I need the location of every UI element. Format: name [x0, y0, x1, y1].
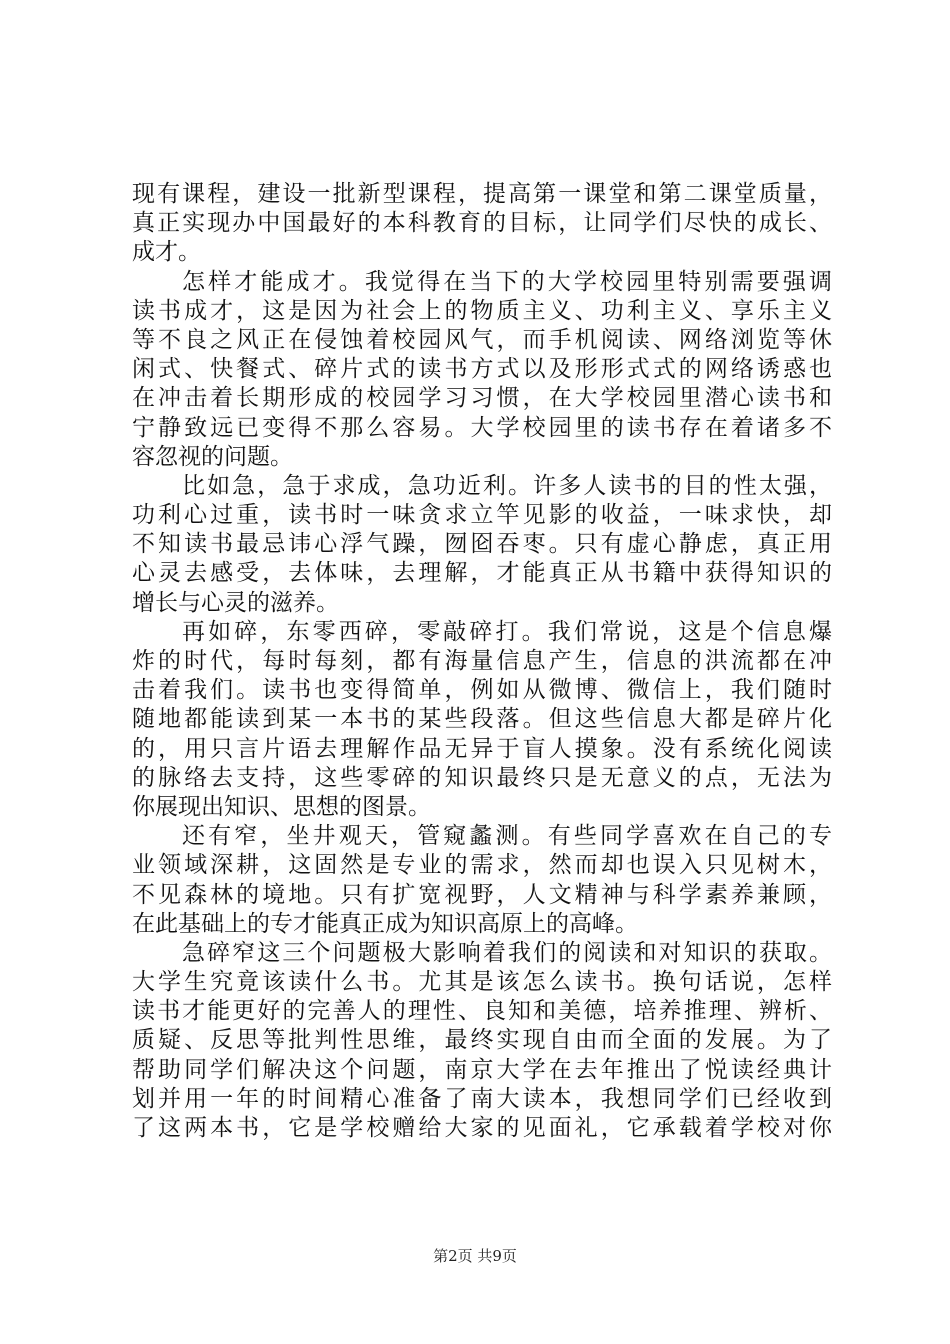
text-line: 击着我们。读书也变得简单，例如从微博、微信上，我们随时 — [132, 677, 832, 704]
text-line: 容忽视的问题。 — [132, 443, 293, 470]
text-line: 读书才能更好的完善人的理性、良知和美德，培养推理、辨析、 — [132, 998, 832, 1025]
text-line: 心灵去感受，去体味，去理解，才能真正从书籍中获得知识的 — [132, 560, 832, 587]
text-line: 读书成才，这是因为社会上的物质主义、功利主义、享乐主义 — [132, 297, 832, 324]
text-line: 真正实现办中国最好的本科教育的目标，让同学们尽快的成长、 — [132, 210, 832, 237]
text-line: 大学生究竟该读什么书。尤其是该怎么读书。换句话说，怎样 — [132, 969, 832, 996]
text-line: 的，用只言片语去理解作品无异于盲人摸象。没有系统化阅读 — [132, 735, 832, 762]
text-line: 在此基础上的专才能真正成为知识高原上的高峰。 — [132, 910, 638, 937]
text-line: 随地都能读到某一本书的某些段落。但这些信息大都是碎片化 — [132, 706, 832, 733]
text-line: 功利心过重，读书时一味贪求立竿见影的收益，一味求快，却 — [132, 502, 832, 529]
text-line: 不知读书最忌讳心浮气躁，囫囵吞枣。只有虚心静虑，真正用 — [132, 531, 832, 558]
text-line: 还有窄，坐井观天，管窥蠡测。有些同学喜欢在自己的专 — [182, 823, 832, 850]
text-line: 在冲击着长期形成的校园学习习惯，在大学校园里潜心读书和 — [132, 385, 832, 412]
body-text — [132, 180, 832, 1143]
text-line: 现有课程，建设一批新型课程，提高第一课堂和第二课堂质量， — [132, 181, 832, 207]
text-line: 增长与心灵的滋养。 — [132, 589, 339, 616]
text-line: 不见森林的境地。只有扩宽视野，人文精神与科学素养兼顾， — [132, 881, 832, 908]
page-footer: 第2页 共9页 — [433, 1247, 517, 1265]
text-line: 炸的时代，每时每刻，都有海量信息产生，信息的洪流都在冲 — [132, 648, 832, 674]
text-line: 再如碎，东零西碎，零敲碎打。我们常说，这是个信息爆 — [182, 618, 832, 645]
text-line: 你展现出知识、思想的图景。 — [132, 793, 431, 820]
text-line: 了这两本书，它是学校赠给大家的见面礼，它承载着学校对你 — [132, 1115, 832, 1141]
text-line: 闲式、快餐式、碎片式的读书方式以及形形式式的网络诱惑也 — [132, 356, 832, 383]
text-line: 成才。 — [132, 239, 201, 266]
text-line: 质疑、反思等批判性思维，最终实现自由而全面的发展。为了 — [132, 1027, 832, 1054]
text-line: 急碎窄这三个问题极大影响着我们的阅读和对知识的获取。 — [182, 939, 832, 966]
text-line: 等不良之风正在侵蚀着校园风气，而手机阅读、网络浏览等休 — [132, 326, 832, 353]
text-line: 比如急，急于求成，急功近利。许多人读书的目的性太强， — [182, 472, 832, 499]
text-line: 业领域深耕，这固然是专业的需求，然而却也误入只见树木， — [132, 852, 832, 879]
text-line: 怎样才能成才。我觉得在当下的大学校园里特别需要强调 — [182, 268, 832, 295]
text-line: 帮助同学们解决这个问题，南京大学在去年推出了悦读经典计 — [132, 1056, 832, 1083]
text-line: 的脉络去支持，这些零碎的知识最终只是无意义的点，无法为 — [132, 764, 832, 791]
text-line: 宁静致远已变得不那么容易。大学校园里的读书存在着诸多不 — [132, 414, 832, 441]
text-line: 划并用一年的时间精心准备了南大读本，我想同学们已经收到 — [132, 1085, 832, 1112]
